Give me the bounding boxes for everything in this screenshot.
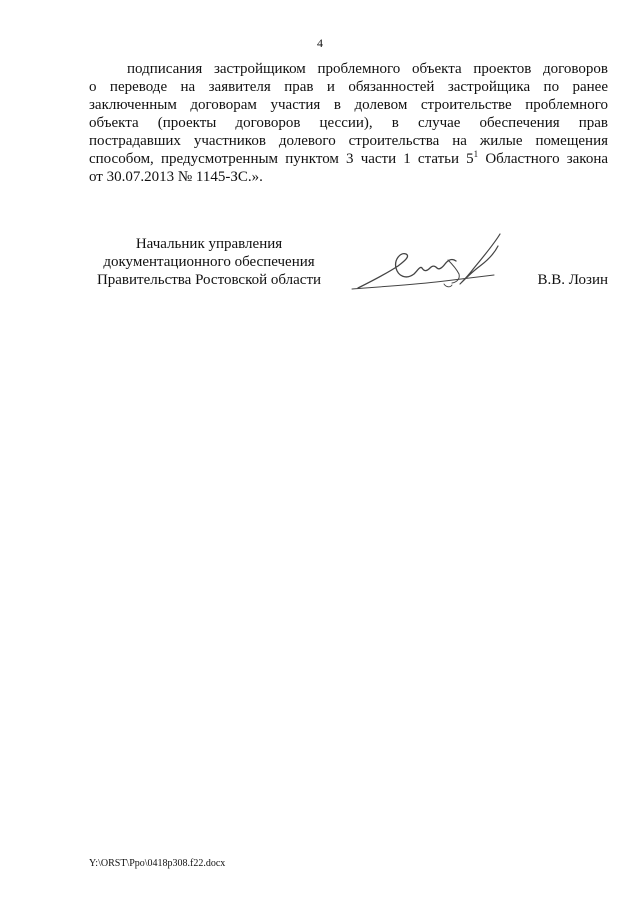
body-line-2: о переводе на заявителя прав и обязанностей застройщика по ранее bbox=[89, 79, 608, 95]
document-body bbox=[89, 60, 608, 186]
body-line-1: подписания застройщиком проблемного объекта проектов договоров bbox=[127, 61, 608, 77]
signer-name: В.В. Лозин bbox=[537, 272, 608, 288]
body-line-7: от 30.07.2013 № 1145-ЗС.». bbox=[89, 169, 263, 185]
footnote-superscript: 1 bbox=[473, 149, 479, 159]
position-line-1: Начальник управления bbox=[135, 236, 283, 252]
body-line-6 bbox=[89, 150, 608, 168]
signatory-position bbox=[89, 235, 329, 289]
page-number: 4 bbox=[317, 36, 323, 50]
body-line-3: заключенным договорам участия в долевом строительстве проблемного bbox=[89, 97, 608, 113]
handwritten-signature bbox=[348, 230, 508, 296]
footer-file-path: Y:\ORST\Ppo\0418p308.f22.docx bbox=[89, 858, 226, 869]
body-line-5: пострадавших участников долевого строительства на жилые помещения bbox=[89, 133, 608, 149]
body-line-4: объекта (проекты договоров цессии), в случае обеспечения прав bbox=[89, 115, 608, 131]
body-line-6-text: способом, предусмотренным пунктом 3 части 1 статьи 5 bbox=[89, 151, 474, 167]
position-line-2: документационного обеспечения bbox=[103, 254, 315, 270]
body-line-6-tail: Областного закона bbox=[478, 151, 609, 167]
position-line-3: Правительства Ростовской области bbox=[96, 272, 322, 288]
